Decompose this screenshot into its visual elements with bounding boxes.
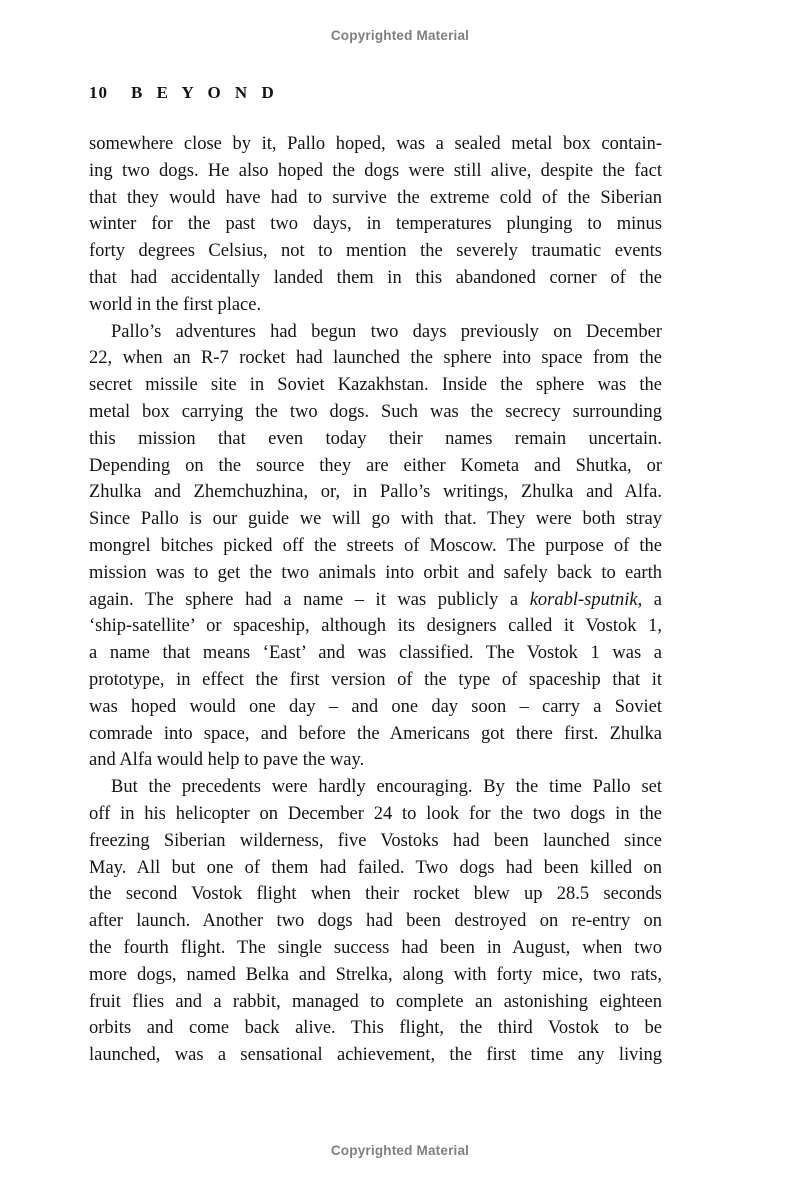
text-segment: orbits and come back alive. This flight, the third Vostok to be	[89, 1018, 662, 1039]
text-segment: Depending on the source they are either Kometa and Shutka, or	[89, 455, 662, 476]
text-segment: 22, when an R-7 rocket had launched the sphere into space from the	[89, 348, 662, 369]
text-segment: May. All but one of them had failed. Two dogs had been killed on	[89, 857, 662, 878]
text-segment: mission was to get the two animals into orbit and safely back to earth	[89, 562, 662, 583]
text-segment: more dogs, named Belka and Strelka, along with forty mice, two rats,	[89, 964, 662, 985]
text-line	[89, 265, 662, 292]
text-line	[89, 721, 662, 748]
text-line	[89, 989, 662, 1016]
text-segment: somewhere close by it, Pallo hoped, was a sealed metal box contain-	[89, 134, 662, 154]
text-segment: , a	[637, 589, 662, 610]
page-number: 10	[89, 83, 108, 102]
text-line	[89, 667, 662, 694]
text-line	[89, 131, 662, 158]
text-segment: and Alfa would help to pave the way.	[89, 750, 365, 771]
text-segment: again. The sphere had a name – it was publicly a	[89, 589, 530, 610]
text-line	[89, 962, 662, 989]
text-segment: the second Vostok flight when their rocket blew up 28.5 seconds	[89, 884, 662, 905]
text-line	[89, 426, 662, 453]
text-segment: Since Pallo is our guide we will go with that. They were both stray	[89, 509, 662, 530]
text-segment: winter for the past two days, in temperatures plunging to minus	[89, 214, 662, 235]
text-block	[89, 131, 662, 1069]
text-segment: ‘ship-satellite’ or spaceship, although its designers called it Vostok 1,	[89, 616, 662, 637]
text-line	[89, 908, 662, 935]
text-line	[89, 238, 662, 265]
text-segment: off in his helicopter on December 24 to look for the two dogs in the	[89, 803, 662, 824]
italic-text: korabl-sputnik	[529, 589, 638, 610]
text-line	[89, 613, 662, 640]
text-segment: after launch. Another two dogs had been destroyed on re-entry on	[89, 911, 662, 932]
text-line	[89, 828, 662, 855]
text-segment: this mission that even today their names remain uncertain.	[89, 428, 662, 449]
text-segment: fruit flies and a rabbit, managed to complete an astonishing eighteen	[89, 991, 662, 1012]
text-segment: that had accidentally landed them in this abandoned corner of the	[89, 267, 662, 288]
text-segment: launched, was a sensational achievement, the first time any living	[89, 1045, 662, 1066]
text-line	[89, 292, 662, 319]
text-line	[89, 479, 662, 506]
text-segment: Pallo’s adventures had begun two days previously on December	[111, 321, 662, 342]
text-line	[89, 560, 662, 587]
text-line	[89, 158, 662, 185]
text-line	[89, 694, 662, 721]
text-segment: mongrel bitches picked off the streets of Moscow. The purpose of the	[89, 535, 662, 556]
text-segment: world in the first place.	[89, 294, 262, 315]
text-line	[89, 1015, 662, 1042]
text-line	[89, 747, 662, 774]
text-segment: comrade into space, and before the Americans got there first. Zhulka	[89, 723, 662, 744]
text-segment: metal box carrying the two dogs. Such was the secrecy surrounding	[89, 401, 662, 422]
text-line	[89, 855, 662, 882]
text-segment: secret missile site in Soviet Kazakhstan. Inside the sphere was the	[89, 375, 662, 396]
text-line	[89, 533, 662, 560]
text-line	[89, 453, 662, 480]
text-line	[89, 587, 662, 614]
text-segment: freezing Siberian wilderness, five Vostoks had been launched since	[89, 830, 662, 851]
text-line	[89, 801, 662, 828]
text-line	[89, 319, 662, 346]
text-line	[89, 211, 662, 238]
text-line	[89, 506, 662, 533]
text-segment: was hoped would one day – and one day soon – carry a Soviet	[89, 696, 662, 717]
text-line	[89, 935, 662, 962]
text-segment: Zhulka and Zhemchuzhina, or, in Pallo’s writings, Zhulka and Alfa.	[89, 482, 662, 503]
text-segment: the fourth flight. The single success had been in August, when two	[89, 937, 662, 958]
paragraph	[89, 319, 662, 775]
paragraph	[89, 774, 662, 1069]
text-segment: forty degrees Celsius, not to mention the severely traumatic events	[89, 241, 662, 262]
text-segment: But the precedents were hardly encouraging. By the time Pallo set	[111, 777, 662, 798]
running-title: B E Y O N D	[131, 83, 279, 102]
text-line	[89, 1042, 662, 1069]
text-segment: that they would have had to survive the extreme cold of the Siberian	[89, 187, 662, 208]
text-line	[89, 640, 662, 667]
text-line	[89, 185, 662, 212]
copyright-notice-top: Copyrighted Material	[330, 28, 470, 43]
text-line	[89, 881, 662, 908]
text-segment: prototype, in effect the first version of the type of spaceship that it	[89, 669, 662, 690]
text-line	[89, 345, 662, 372]
text-line	[89, 399, 662, 426]
text-segment: ing two dogs. He also hoped the dogs were still alive, despite the fact	[89, 160, 662, 181]
text-line	[89, 372, 662, 399]
copyright-notice-bottom: Copyrighted Material	[330, 1143, 470, 1158]
text-segment: a name that means ‘East’ and was classified. The Vostok 1 was a	[89, 643, 662, 664]
page-header	[89, 83, 279, 103]
paragraph	[89, 131, 662, 319]
text-line	[89, 774, 662, 801]
